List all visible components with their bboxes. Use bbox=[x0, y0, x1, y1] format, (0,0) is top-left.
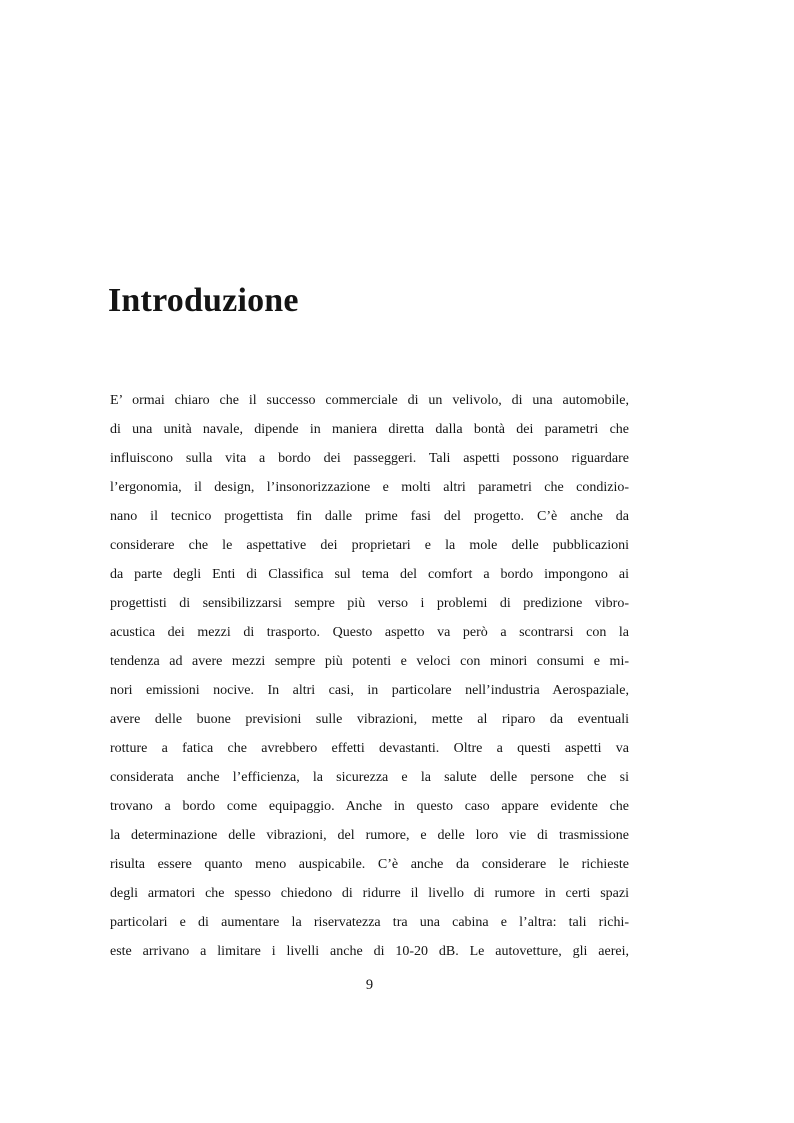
text-line: da parte degli Enti di Classifica sul tema del comfort a bordo impongono ai bbox=[110, 567, 629, 582]
page-number: 9 bbox=[365, 977, 374, 993]
text-line: nano il tecnico progettista fin dalle prime fasi del progetto. C’è anche da bbox=[110, 509, 629, 524]
text-line: tendenza ad avere mezzi sempre più potenti e veloci con minori consumi e mi- bbox=[110, 654, 629, 669]
text-line: risulta essere quanto meno auspicabile. C’è anche da considerare le richieste bbox=[110, 857, 629, 872]
text-line: progettisti di sensibilizzarsi sempre più verso i problemi di predizione vibro- bbox=[110, 596, 629, 611]
text-line: considerare che le aspettative dei proprietari e la mole delle pubblicazioni bbox=[110, 538, 629, 553]
paragraph bbox=[110, 386, 629, 966]
text-line: E’ ormai chiaro che il successo commerciale di un velivolo, di una automobile, bbox=[110, 393, 629, 408]
text-line: particolari e di aumentare la riservatezza tra una cabina e l’altra: tali richi- bbox=[110, 915, 629, 930]
text-line: trovano a bordo come equipaggio. Anche in questo caso appare evidente che bbox=[110, 799, 629, 814]
text-line: di una unità navale, dipende in maniera diretta dalla bontà dei parametri che bbox=[110, 422, 629, 437]
text-line: avere delle buone previsioni sulle vibrazioni, mette al riparo da eventuali bbox=[110, 712, 629, 727]
text-line: nori emissioni nocive. In altri casi, in particolare nell’industria Aerospaziale, bbox=[110, 683, 629, 698]
text-line: la determinazione delle vibrazioni, del rumore, e delle loro vie di trasmissione bbox=[110, 828, 629, 843]
text-line: l’ergonomia, il design, l’insonorizzazione e molti altri parametri che condizio- bbox=[110, 480, 629, 495]
text-line: acustica dei mezzi di trasporto. Questo aspetto va però a scontrarsi con la bbox=[110, 625, 629, 640]
text-line: degli armatori che spesso chiedono di ridurre il livello di rumore in certi spazi bbox=[110, 886, 629, 901]
text-line: influiscono sulla vita a bordo dei passeggeri. Tali aspetti possono riguardare bbox=[110, 451, 629, 466]
text-line: este arrivano a limitare i livelli anche di 10-20 dB. Le autovetture, gli aerei, bbox=[110, 944, 629, 959]
text-line: considerata anche l’efficienza, la sicurezza e la salute delle persone che si bbox=[110, 770, 629, 785]
chapter-title: Introduzione bbox=[108, 282, 299, 319]
text-line: rotture a fatica che avrebbero effetti devastanti. Oltre a questi aspetti va bbox=[110, 741, 629, 756]
